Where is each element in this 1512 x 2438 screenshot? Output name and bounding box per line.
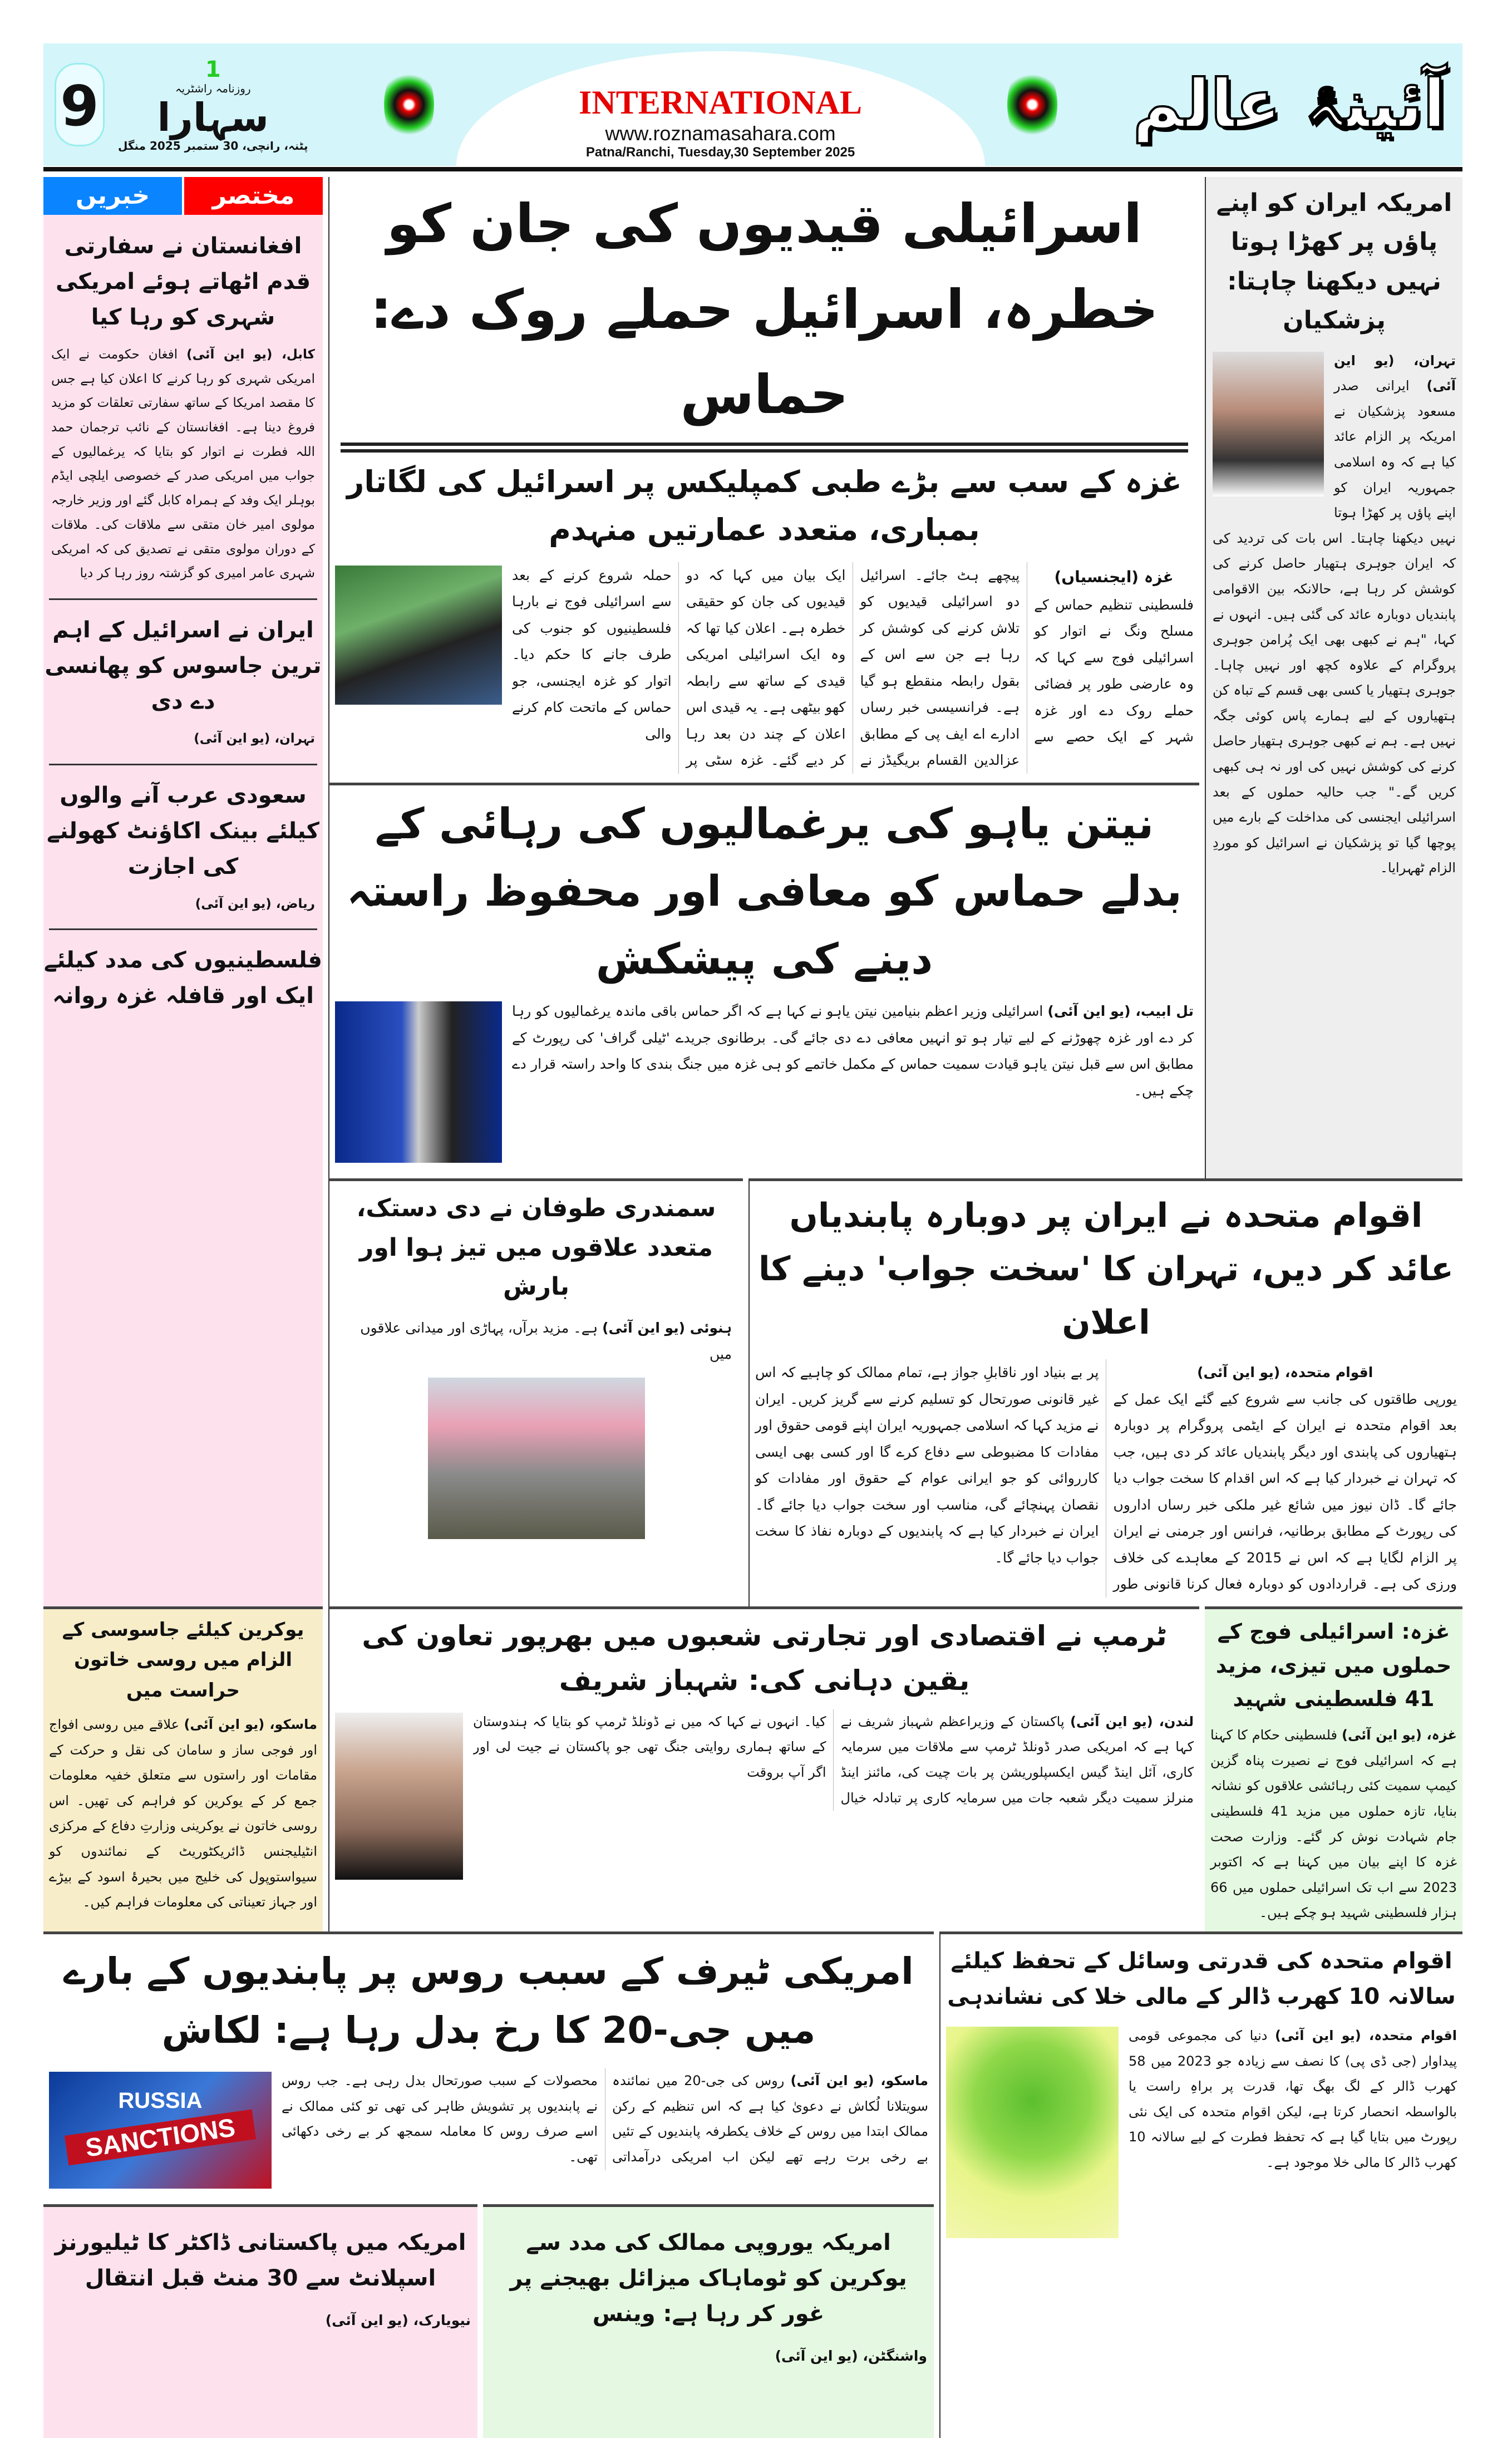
dateline: اقوام متحدہ، (یو این آئی) [1197,1364,1373,1381]
spy-headline: یوکرین کیلئے جاسوسی کے الزام میں روسی خاتون حراست میں [62,1618,304,1702]
pezeshkian-story[interactable] [1205,177,1462,1178]
page-number: 9 [55,63,105,146]
urdu-date: پٹنہ، رانچی، 30 ستمبر 2025 منگل [118,139,308,153]
dateline: اقوام متحدہ، (یو این آئی) [1275,2027,1457,2043]
dateline: نیویارک، (یو این آئی) [325,2312,471,2329]
dateline: تل ابیب، (یو این آئی) [1047,1003,1194,1020]
dateline: کابل، (یو این آئی) [186,347,315,362]
photo-hamas-spokesman [335,566,502,705]
brief-item[interactable] [43,942,323,1014]
website-url[interactable]: www.roznamasahara.com [605,122,836,145]
double-rule [341,443,1188,446]
pezeshkian-headline: امریکہ ایران کو اپنے پاؤں پر کھڑا ہوتا نہیں دیکھنا چاہتا: پزشکیان [1216,189,1452,335]
dateline: ہنوئی (یو این آئی) [602,1319,732,1336]
shehbaz-body: پاکستان کے وزیراعظم شہباز شریف نے کہا ہے کہ امریکی صدر ڈونلڈ ٹرمپ سے ملاقات میں سرمایہ کاری، آئل اینڈ گیس ایکسپلوریشن پر بات چیت کی، مائنز اینڈ منرلز سمیت دیگر شعبہ جات میں سرمایہ کاری پر تبادلہ خیال کیا۔ انہوں نے کہا کہ میں نے ڈونلڈ ٹرمپ کو بتایا کہ ہندوستان کے ساتھ ہماری روایتی جنگ تھی جو پاکستان نے جیت لی اور اگر آپ بروقت [473,1713,1194,1806]
photo-russia-sanctions [49,2072,272,2189]
dateline: غزہ، (یو این آئی) [1342,1727,1457,1743]
spy-story[interactable] [43,1606,323,1931]
un-iran-headline: اقوام متحدہ نے ایران پر دوبارہ پابندیاں عائد کر دیں، تہران کا 'سخت جواب' دینے کا اعلان [759,1196,1454,1343]
doctor-story[interactable] [43,2204,477,2438]
netanyahu-body: اسرائیلی وزیر اعظم بنیامین نیتن یاہو نے کہا ہے کہ اگر حماس باقی ماندہ یرغمالیوں کو رہا کر دے اور غزہ چھوڑنے کے لیے تیار ہو تو انہیں معافی دے دی جائے گی۔ برطانوی جریدے 'ٹیلی گراف' کی رپورٹ کے مطابق اس سے قبل نیتن یاہو قیادت سمیت حماس کے مکمل خاتمے کو ہی غزہ میں جنگ بندی کا واحد راستہ قرار دے چکے ہیں۔ [512,1003,1194,1099]
page-grid-bottom [43,1931,1462,2438]
g20-story[interactable] [43,1931,934,2204]
doctor-headline: امریکہ میں پاکستانی ڈاکٹر کا ٹیلیورنز اسپلانٹ سے 30 منٹ قبل انتقال [55,2230,466,2292]
logo-subtitle: روزنامہ راشٹریہ [175,81,251,95]
tab-news: خبریں [43,177,182,215]
lead-body [512,562,1194,774]
gaza41-story[interactable] [1205,1606,1462,1931]
photo-cyclone-damage [428,1378,645,1539]
shehbaz-story[interactable] [328,1606,1199,1931]
brief-item[interactable] [43,612,323,751]
photo-label-sanctions: SANCTIONS [65,2110,256,2166]
photo-netanyahu [335,1001,502,1163]
un-nature-body: دنیا کی مجموعی قومی پیداوار (جی ڈی پی) کا نصف سے زیادہ جو 2023 میں 58 کھرب ڈالر کے لگ بھگ تھا، قدرت پر براہِ راست یا بالواسطہ انحصار کرتا ہے، لیکن اقوام متحدہ کی ایک نئی رپورٹ میں بتایا گیا ہے کہ تحفظ فطرت کے لیے سالانہ 10 کھرب ڈالر کا مالی خلا موجود ہے۔ [1129,2027,1457,2170]
brief-headline: ایران نے اسرائیل کے اہم ترین جاسوس کو پھانسی دے دی [45,617,322,714]
photo-shehbaz-sharif [335,1713,463,1880]
dateline: تہران، (یو این آئی) [1334,352,1456,394]
photo-tree [946,2027,1119,2238]
shehbaz-headline: ٹرمپ نے اقتصادی اور تجارتی شعبوں میں بھرپور تعاون کی یقین دہانی کی: شہباز شریف [362,1619,1167,1697]
g20-headline: امریکی ٹیرف کے سبب روس پر پابندیوں کے بارے میں جی-20 کا رخ بدل رہا ہے: لکاش [63,1949,914,2052]
tomahawk-headline: امریکہ یوروپی ممالک کی مدد سے یوکرین کو ٹوماہاک میزائل بھیجنے پر غور کر رہا ہے: وینس [510,2230,907,2327]
divider [49,764,317,765]
brief-item[interactable] [43,778,323,917]
page-grid-top [43,177,1462,2438]
dateline: تہران، (یو این آئی) [194,731,315,746]
dateline: ریاض، (یو این آئی) [195,896,315,911]
section-title-urdu: آئینۂ عالم [1132,66,1446,143]
lead-subheadline: غزہ کے سب سے بڑے طبی کمپلیکس پر اسرائیل کی لگاتار بمباری، متعدد عمارتیں منہدم [347,464,1182,548]
title-arch [456,51,985,166]
lead-body-text: فلسطینی تنظیم حماس کے مسلح ونگ نے اتوار کو اسرائیلی فوج سے کہا کہ وہ عارضی طور پر فضائی حملے روک دے اور غزہ شہر کے ایک حصے سے پیچھے ہٹ جائے۔ اسرائیل دو اسرائیلی قیدیوں کو تلاش کرنے کی کوشش کر رہا ہے جن سے اس کے بقول رابطہ منقطع ہو گیا ہے۔ فرانسیسی خبر رساں ادارے اے ایف پی کے مطابق عزالدین القسام بریگیڈز نے ایک بیان میں کہا کہ دو قیدیوں کی جان کو حقیقی خطرہ ہے۔ اعلان کیا تھا کہ وہ ایک اسرائیلی امریکی قیدی کے ساتھ سے رابطہ کھو بیٹھی ہے۔ یہ قیدی اس اعلان کے چند دن بعد رہا کر دیے گئے۔ غزہ سٹی پر حملہ شروع کرنے کے بعد سے اسرائیلی فوج نے بارہا فلسطینیوں کو جنوب کی طرف جانے کا حکم دیا۔ اتوار کو غزہ ایجنسی، جو حماس کے ماتحت کام کرنے والی [512,567,1194,769]
dateline: ماسکو، (یو این آئی) [790,2073,928,2089]
cyclone-story[interactable] [328,1178,743,1606]
pezeshkian-body: ایرانی صدر مسعود پزشکیان نے امریکہ پر الزام عائد کیا ہے کہ وہ اسلامی جمہوریہ ایران کو اپنے پاؤں پر کھڑا ہوتا نہیں دیکھنا چاہتا۔ اس بات کی تردید کی کہ ایران جوہری ہتھیار حاصل کرنے کی کوشش کر رہا ہے، حالانکہ بین الاقوامی پابندیاں دوبارہ عائد کی گئی ہیں۔ انہوں نے کہا، "ہم نے کبھی بھی ایک پُرامن جوہری پروگرام کے علاوہ کچھ اور نہیں چاہا۔ جوہری ہتھیار یا کسی بھی قسم کے تباہ کن ہتھیاروں کے لیے ہمارے پاس کوئی جگہ نہیں ہے۔ ہم نے کبھی جوہری ہتھیار حاصل کرنے کی کوشش نہیں کی اور نہ ہی کبھی کریں گے۔" جب حالیہ حملوں کے بعد اسرائیلی ایجنسی کی مداخلت کے بارے میں پوچھا گیا تو پزشکیان نے اسرائیل کو موردِ الزام ٹھہرایا۔ [1213,378,1456,876]
brief-headline: افغانستان نے سفارتی قدم اٹھاتے ہوئے امریکی شہری کو رہا کیا [55,233,311,330]
lead-headline: اسرائیلی قیدیوں کی جان کو خطرہ، اسرائیل حملے روک دے: حماس [370,193,1159,426]
un-nature-headline: اقوام متحدہ کی قدرتی وسائل کے تحفظ کیلئے سالانہ 10 کھرب ڈالر کے مالی خلا کی نشاندہی [947,1948,1456,2009]
cyclone-headline: سمندری طوفان نے دی دستک، متعدد علاقوں میں تیز ہوا اور بارش [356,1194,716,1301]
un-iran-story[interactable] [748,1178,1462,1606]
brief-news-column [43,177,323,1606]
brief-body: افغان حکومت نے ایک امریکی شہری کو رہا کرنے کا اعلان کیا ہے جس کا مقصد امریکا کے ساتھ سفارتی تعلقات کو مزید فروغ دینا ہے۔ افغانستان کے نائب ترجمان حمد اللہ فطرت نے اتوار کو بتایا کہ یرغمالیوں کے جواب میں امریکی صدر کے خصوصی ایلچی ایڈم بوہلر ایک وفد کے ہمراہ کابل گئے اور وزیر خارجہ مولوی امیر خان متقی سے ملاقات کی۔ ملاقات کے دوران مولوی متقی نے تصدیق کی کہ امریکی شہری عامر امیری کو گزشتہ روز رہا کر دیا [51,347,315,581]
masthead [43,43,1462,166]
tab-brief: مختصر [184,177,323,215]
dateline: ماسکو، (یو این آئی) [184,1717,318,1733]
newspaper-logo: سہارا [157,94,269,140]
g20-body: روس کی جی-20 میں نمائندہ سویتلانا لُکاش نے دعویٰ کیا ہے کہ اس تنظیم کے رکن ممالک ابتدا میں روس کے خلاف یکطرفہ پابندیوں کے تئیں بے رخی برت رہے تھے لیکن اب امریکی درآمداتی محصولات کے سبب صورتحال بدل رہی ہے۔ جب روس نے پابندیوں پر تشویش ظاہر کی تھی تو کئی ممالک نے اسے صرف روس کا معاملہ سمجھ کر بے رخی دکھائی تھی۔ [282,2073,928,2165]
starburst-icon [1007,63,1057,146]
dateline: غزہ (ایجنسیاں) [1054,567,1174,586]
brief-headline: فلسطینیوں کی مدد کیلئے ایک اور قافلہ غزہ روانہ [44,947,322,1009]
section-title-english: INTERNATIONAL [579,84,863,121]
divider [49,928,317,930]
divider [49,598,317,600]
cyclone-body: ہے۔ مزید برآں، پہاڑی اور میدانی علاقوں میں [360,1319,732,1363]
double-rule [341,449,1188,453]
logo-block [118,57,308,153]
logo-anniversary-mark: 1 [205,56,221,82]
un-nature-story[interactable] [939,1931,1462,2438]
dateline: واشنگٹن، (یو این آئی) [775,2348,927,2365]
dateline: لندن، (یو این آئی) [1070,1713,1194,1729]
masthead-rule [43,167,1462,171]
un-iran-body: یورپی طاقتوں کی جانب سے شروع کیے گئے ایک عمل کے بعد اقوام متحدہ نے ایران کے ایٹمی پروگرام پر دوبارہ ہتھیاروں کی پابندی اور دیگر پابندیاں عائد کر دی ہیں، جب کہ تہران نے خبردار کیا ہے کہ اس اقدام کا سخت جواب دیا جائے گا۔ ڈان نیوز میں شائع غیر ملکی خبر رساں اداروں کی رپورٹ کے مطابق برطانیہ، فرانس اور جرمنی نے ایران پر الزام لگایا ہے کہ اس نے 2015 کے معاہدے کی خلاف ورزی کی ہے۔ قراردادوں کو دوبارہ فعال کرنا قانونی طور پر بے بنیاد اور ناقابلِ جواز ہے، تمام ممالک کو چاہیے کہ اس غیر قانونی صورتحال کو تسلیم کرنے سے گریز کریں۔ ایران نے مزید کہا کہ اسلامی جمہوریہ ایران اپنے قومی حقوق اور مفادات کا مضبوطی سے دفاع کرے گا اور کسی بھی ایسی کارروائی کو جو ایرانی عوام کے حقوق اور مفادات کو نقصان پہنچائے گی، مناسب اور سخت جواب دیا جائے گا۔ ایران نے خبردار کیا ہے کہ پابندیوں کے دوبارہ نفاذ کا سخت جواب دیا جائے گا۔ [755,1364,1457,1592]
brief-item[interactable] [43,228,323,586]
brief-headline: سعودی عرب آنے والوں کیلئے بینک اکاؤنٹ کھولنے کی اجازت [47,782,319,879]
english-date: Patna/Ranchi, Tuesday,30 September 2025 [585,145,855,160]
lead-story[interactable] [328,177,1199,783]
spy-body: علاقے میں روسی افواج اور فوجی ساز و سامان کی نقل و حرکت کے مقامات اور راستوں سے متعلق خفیہ معلومات جمع کر کے یوکرین کو فراہم کی تھیں۔ اس روسی خاتون نے یوکرینی وزارتِ دفاع کے مرکزی انٹیلیجنس ڈائریکٹوریٹ کے نمائندوں کو سیواستوپول کی خلیج میں بحیرۂ اسود کے بیڑے اور جہاز تعیناتی کی معلومات فراہم کیں۔ [49,1717,317,1910]
gaza41-headline: غزہ: اسرائیلی فوج کے حملوں میں تیزی، مزید 41 فلسطینی شہید [1215,1619,1452,1712]
tomahawk-story[interactable] [483,2204,934,2438]
photo-pezeshkian [1213,352,1324,497]
gaza41-body: فلسطینی حکام کا کہنا ہے کہ اسرائیلی فوج نے نصیرت پناہ گزین کیمپ سمیت کئی رہائشی علاقوں کو نشانہ بنایا، تازہ حملوں میں مزید 41 فلسطینی جام شہادت نوش کر گئے۔ وزارت صحت غزہ کا اپنے بیان میں کہنا ہے کہ اکتوبر 2023 سے اب تک اسرائیلی حملوں میں 66 ہزار فلسطینی شہید ہو چکے ہیں۔ [1210,1727,1457,1921]
photo-label-russia: RUSSIA [118,2088,203,2113]
netanyahu-story[interactable] [328,783,1199,1179]
netanyahu-headline: نیتن یاہو کی یرغمالیوں کی رہائی کے بدلے حماس کو معافی اور محفوظ راستہ دینے کی پیشکش [347,798,1182,984]
starburst-icon [384,63,434,146]
